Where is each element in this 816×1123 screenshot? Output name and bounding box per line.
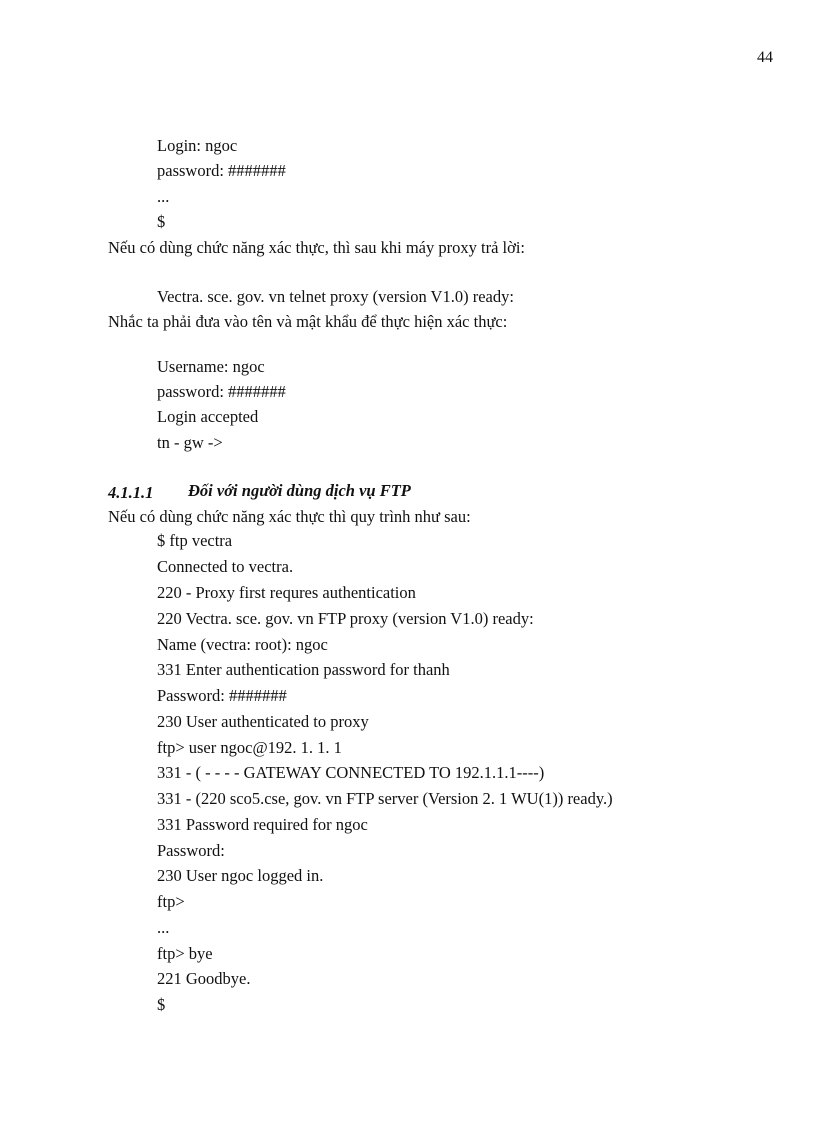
code-line: 331 Enter authentication password for thanh <box>157 660 450 679</box>
code-line: $ <box>157 995 166 1014</box>
page-number: 44 <box>757 49 773 66</box>
section-title: Đối với người dùng dịch vụ FTP <box>188 481 411 500</box>
code-line: ftp> user ngoc@192. 1. 1. 1 <box>157 738 342 757</box>
code-line: 331 - (220 sco5.cse, gov. vn FTP server (Version 2. 1 WU(1)) ready.) <box>157 789 613 808</box>
code-line: Username: ngoc <box>157 357 265 376</box>
code-line: Password: ####### <box>157 686 287 705</box>
code-line: password: ####### <box>157 382 286 401</box>
paragraph: Nhắc ta phải đưa vào tên và mật khẩu để thực hiện xác thực: <box>108 312 508 331</box>
code-line: Vectra. sce. gov. vn telnet proxy (version V1.0) ready: <box>157 287 514 306</box>
code-line: ... <box>157 918 170 937</box>
section-number: 4.1.1.1 <box>108 483 154 502</box>
code-line: 220 - Proxy first requres authentication <box>157 583 416 602</box>
code-line: $ <box>157 212 166 231</box>
paragraph: Nếu có dùng chức năng xác thực thì quy trình như sau: <box>108 507 471 526</box>
code-line: 331 Password required for ngoc <box>157 815 368 834</box>
code-line: 331 - ( - - - - GATEWAY CONNECTED TO 192.1.1.1----) <box>157 763 545 782</box>
code-line: 220 Vectra. sce. gov. vn FTP proxy (version V1.0) ready: <box>157 609 534 628</box>
code-line: $ ftp vectra <box>157 531 233 550</box>
code-line: password: ####### <box>157 161 286 180</box>
code-line: 230 User ngoc logged in. <box>157 866 324 885</box>
code-line: ftp> bye <box>157 944 213 963</box>
code-line: Login: ngoc <box>157 136 238 155</box>
code-line: 221 Goodbye. <box>157 969 251 988</box>
code-line: Name (vectra: root): ngoc <box>157 635 328 654</box>
code-line: ftp> <box>157 892 185 911</box>
code-line: tn - gw -> <box>157 433 223 452</box>
code-line: Connected to vectra. <box>157 557 294 576</box>
code-line: 230 User authenticated to proxy <box>157 712 369 731</box>
code-line: Login accepted <box>157 407 259 426</box>
paragraph: Nếu có dùng chức năng xác thực, thì sau khi máy proxy trả lời: <box>108 238 526 257</box>
code-line: Password: <box>157 841 225 860</box>
code-line: ... <box>157 187 170 206</box>
